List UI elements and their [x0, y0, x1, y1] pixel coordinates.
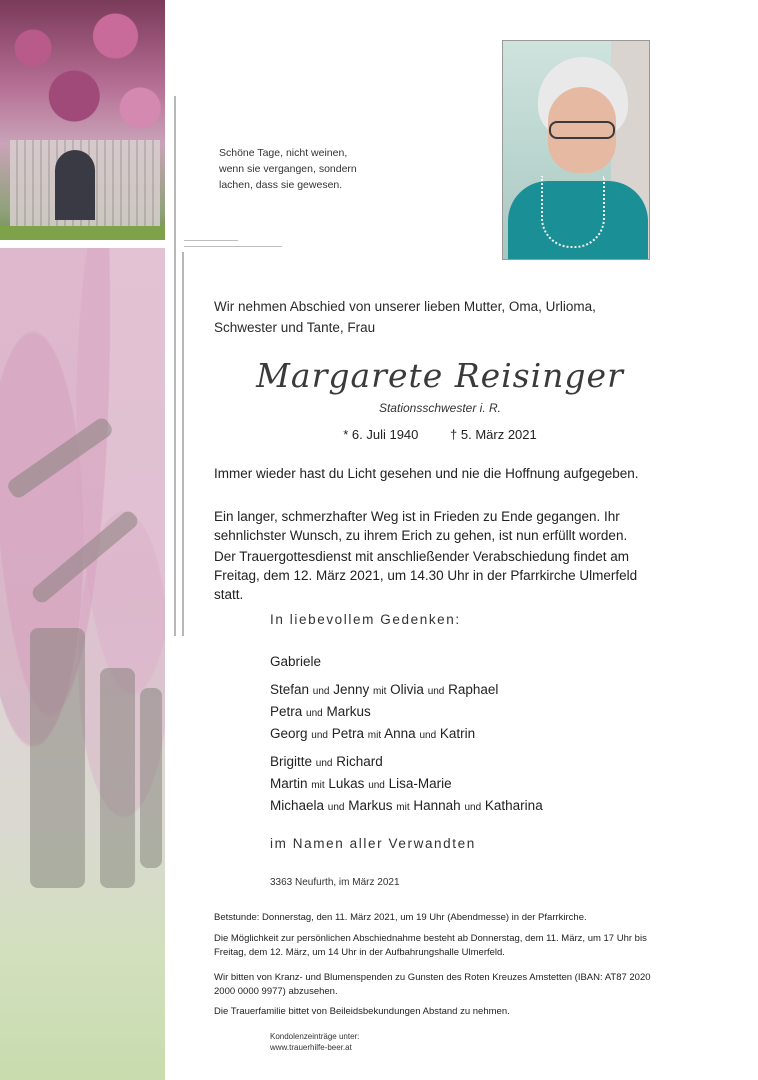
mourner-name: Raphael — [448, 682, 499, 697]
life-dates — [200, 427, 680, 442]
note-betstunde: Betstunde: Donnerstag, den 11. März 2021, um 19 Uhr (Abendmesse) in der Pfarrkirche. — [214, 912, 587, 923]
mourner-name: Katharina — [484, 798, 543, 813]
condolence-info — [270, 1031, 359, 1053]
connector: und — [327, 802, 345, 813]
connector: und — [306, 708, 323, 719]
mourner-name: Martin — [270, 776, 308, 791]
intro-line: Wir nehmen Abschied von unserer lieben Mutter, Oma, Urlioma, — [214, 299, 596, 314]
mourner-row — [270, 679, 498, 703]
mourner-name: Stefan — [270, 682, 310, 697]
connector: und — [464, 802, 482, 813]
connector: mit — [396, 802, 410, 813]
connector: mit — [367, 730, 382, 741]
place-date: 3363 Neufurth, im März 2021 — [270, 877, 400, 888]
mourner-row — [270, 701, 371, 725]
mourner-row — [270, 723, 475, 747]
deceased-name: Margarete Reisinger — [256, 356, 624, 395]
portrait-necklace — [541, 176, 605, 248]
vertical-divider-inner — [182, 252, 184, 636]
quote-line: lachen, dass sie gewesen. — [219, 179, 343, 191]
connector: und — [311, 730, 328, 741]
death-date: † 5. März 2021 — [450, 427, 537, 442]
birth-date: * 6. Juli 1940 — [343, 427, 419, 442]
tree-trunk — [100, 668, 135, 888]
quote-line: wenn sie vergangen, sondern — [219, 163, 357, 175]
mourner-name: Hannah — [413, 798, 461, 813]
tree-trunk — [140, 688, 162, 868]
mourner-name: Anna — [384, 726, 416, 741]
connector: mit — [311, 780, 325, 791]
condolence-url[interactable]: www.trauerhilfe-beer.at — [270, 1043, 352, 1052]
tree-branch — [5, 415, 115, 500]
mourner-row — [270, 795, 543, 819]
mourner-name: Petra — [331, 726, 365, 741]
mourner-name: Georg — [270, 726, 308, 741]
condolence-label: Kondolenzeinträge unter: — [270, 1032, 360, 1041]
note-abstand: Die Trauerfamilie bittet von Beileidsbekundungen Abstand zu nehmen. — [214, 1006, 510, 1017]
tree-trunk — [30, 628, 85, 888]
cherry-blossom-gate-photo — [0, 0, 165, 240]
connector: und — [315, 758, 333, 769]
tree-branch — [29, 508, 140, 605]
vertical-divider-outer — [174, 96, 176, 636]
deceased-title: Stationsschwester i. R. — [378, 401, 502, 415]
mourner-name: Richard — [336, 754, 383, 769]
connector: mit — [373, 686, 387, 697]
portrait-photo — [502, 40, 650, 260]
paragraph-service: Der Trauergottesdienst mit anschließender Verabschiedung findet am Freitag, dem 12. März 2021, um 14.30 Uhr in der Pfarrkirche Ulmerfeld statt. — [214, 549, 638, 602]
grass-strip — [0, 226, 165, 240]
mourner-name: Katrin — [439, 726, 476, 741]
memorial-quote — [219, 145, 419, 193]
quote-line: Schöne Tage, nicht weinen, — [219, 147, 348, 159]
note-spenden: Wir bitten von Kranz- und Blumenspenden zu Gunsten des Roten Kreuzes Amstetten (IBAN: AT87 2020 2000 0000 9977) abzusehen. — [214, 972, 651, 997]
closing-line: im Namen aller Verwandten — [270, 836, 476, 851]
note-abschied: Die Möglichkeit zur persönlichen Abschiednahme besteht ab Donnerstag, dem 11. März, um 17 Uhr bis Freitag, dem 12. März, um 14 Uhr in der Aufbahrungshalle Ulmerfeld. — [214, 933, 647, 958]
mourner-name: Brigitte — [270, 754, 313, 769]
mourners-heading: In liebevollem Gedenken: — [270, 612, 461, 627]
portrait-glasses — [549, 121, 615, 139]
cherry-tree-alley-photo — [0, 248, 165, 1080]
mourner-row — [270, 773, 452, 797]
mourner-name: Jenny — [333, 682, 370, 697]
horizontal-rule-long — [184, 246, 282, 247]
intro-text — [214, 296, 654, 338]
mourner-name: Lukas — [328, 776, 365, 791]
mourner-name: Olivia — [390, 682, 424, 697]
connector: und — [419, 730, 437, 741]
mourner-name: Markus — [348, 798, 393, 813]
connector: und — [368, 780, 385, 791]
mourner-name: Lisa-Marie — [388, 776, 452, 791]
mourner-name: Petra — [270, 704, 303, 719]
paragraph-journey: Ein langer, schmerzhafter Weg ist in Frieden zu Ende gegangen. Ihr sehnlichster Wunsch, zu ihrem Erich zu gehen, ist nun erfüllt worden. — [214, 509, 628, 543]
mourner-row — [270, 651, 321, 673]
paragraph-light: Immer wieder hast du Licht gesehen und nie die Hoffnung aufgegeben. — [214, 466, 639, 481]
connector: und — [427, 686, 445, 697]
mourner-row — [270, 751, 383, 775]
intro-line: Schwester und Tante, Frau — [214, 320, 376, 335]
gate-arch — [55, 150, 95, 220]
mourner-name: Gabriele — [270, 654, 322, 669]
connector: und — [312, 686, 330, 697]
mourner-name: Michaela — [270, 798, 325, 813]
horizontal-rule-short — [184, 240, 238, 241]
mourner-name: Markus — [326, 704, 371, 719]
